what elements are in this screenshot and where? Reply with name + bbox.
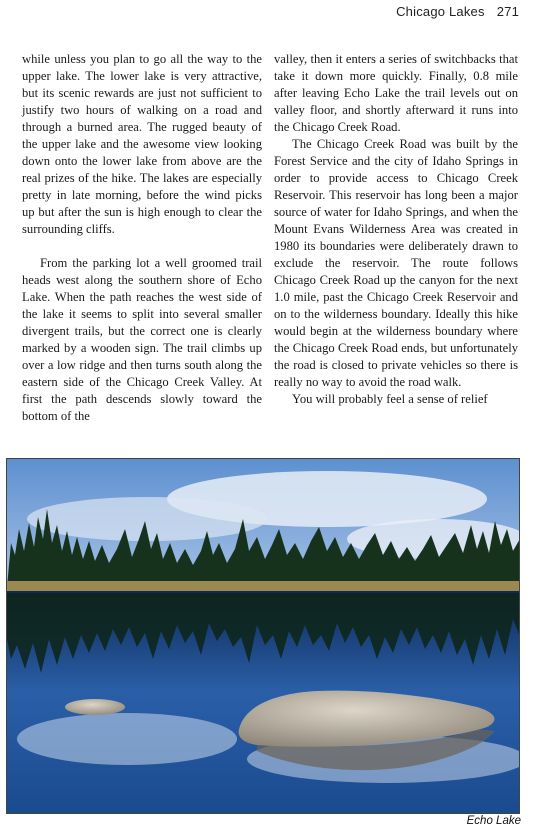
figure-caption: Echo Lake xyxy=(466,815,521,827)
page-number: 271 xyxy=(496,4,519,19)
running-head xyxy=(396,4,519,19)
right-column xyxy=(274,51,518,408)
lake-illustration xyxy=(7,459,520,814)
paragraph: You will probably feel a sense of relief xyxy=(292,392,488,406)
cloud-reflection xyxy=(17,713,237,765)
paragraph: The Chicago Creek Road was built by the Forest Service and the city of Idaho Springs in order to provide access to Chicago Creek Reservoir. This reservoir has long been a major source of water for Idaho Springs, and when the Mount Evans Wilderness Area was created in 1980 its boundaries were deliberately drawn to exclude the reservoir. The route follows Chicago Creek Road up the canyon for the next 1.0 mile, past the Chicago Creek Reservoir and on to the wilderness boundary. Ideally this hike would begin at the wilderness boundary where the Chicago Creek Road ends, but unfortunately the road is closed to private vehicles so there is really no way to avoid the road walk. xyxy=(274,137,518,389)
left-column xyxy=(22,51,262,425)
echo-lake-photo xyxy=(6,458,520,814)
paragraph: From the parking lot a well groomed trail heads west along the southern shore of Echo Lake. When the path reaches the west side of the lake it seems to split into several smaller divergent trails, but the correct one is clearly marked by a wooden sign. The trail climbs up over a low ridge and then turns south along the eastern side of the Chicago Creek Valley. At first the path descends slowly toward the bottom of the xyxy=(22,256,262,423)
paragraph: valley, then it enters a series of switchbacks that take it down more quickly. Finally, 0.8 mile after leaving Echo Lake the trail levels out on valley floor, and shortly afterward it runs into the Chicago Creek Road. xyxy=(274,52,518,134)
paragraph: while unless you plan to go all the way to the upper lake. The lower lake is very attractive, but its scenic rewards are just not sufficient to justify two hours of walking on a road and through a burned area. The rugged beauty of the upper lake and the awesome view looking down onto the lower lake from above are the real prizes of the hike. The lakes are especially pretty in late morning, before the wind picks up but after the sun is high enough to clear the surrounding cliffs. xyxy=(22,52,262,236)
section-title: Chicago Lakes xyxy=(396,4,485,19)
small-rock xyxy=(65,699,125,715)
